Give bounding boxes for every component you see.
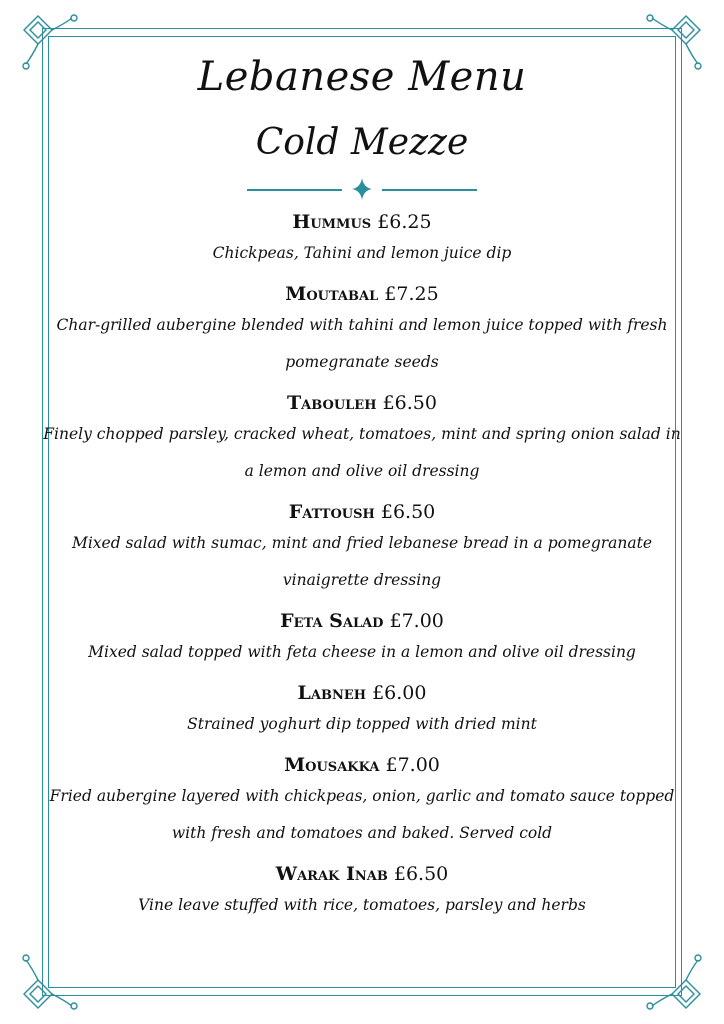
- menu-item: [0, 861, 724, 924]
- menu-item-description: Char-grilled aubergine blended with tahini and lemon juice topped with fresh pomegranate seeds: [56, 316, 668, 371]
- menu-item-description: Strained yoghurt dip topped with dried mint: [187, 715, 537, 733]
- menu-item-description: Chickpeas, Tahini and lemon juice dip: [212, 244, 512, 262]
- menu-item-heading: [0, 281, 724, 307]
- menu-item-name: Mousakka: [284, 754, 380, 776]
- menu-content: [0, 50, 724, 924]
- menu-item-price: £6.50: [382, 392, 437, 414]
- menu-item: [0, 752, 724, 852]
- menu-item: [0, 209, 724, 272]
- menu-item-heading: [0, 209, 724, 235]
- diamond-star-icon: [352, 178, 372, 200]
- menu-item-name: Warak Inab: [275, 863, 388, 885]
- menu-item-description: Finely chopped parsley, cracked wheat, tomatoes, mint and spring onion salad in a lemon and olive oil dressing: [43, 425, 681, 480]
- menu-item-name: Feta Salad: [280, 610, 384, 632]
- menu-item-heading: [0, 680, 724, 706]
- menu-item-description: Vine leave stuffed with rice, tomatoes, parsley and herbs: [138, 896, 586, 914]
- menu-item-price: £7.00: [389, 610, 444, 632]
- menu-item-name: Moutabal: [285, 283, 379, 305]
- menu-item-description: Mixed salad topped with feta cheese in a lemon and olive oil dressing: [88, 643, 636, 661]
- menu-title: Lebanese Menu: [197, 54, 527, 100]
- ornament-corner-icon: [642, 950, 706, 1014]
- menu-item-price: £6.50: [393, 863, 449, 885]
- menu-item-name: Hummus: [292, 211, 372, 233]
- menu-item-description: Fried aubergine layered with chickpeas, onion, garlic and tomato sauce topped with fresh and tomatoes and baked. Served cold: [49, 787, 675, 842]
- menu-item: [0, 499, 724, 599]
- menu-item-heading: [0, 752, 724, 778]
- menu-item-description: Mixed salad with sumac, mint and fried lebanese bread in a pomegranate vinaigrette dressing: [71, 534, 653, 589]
- menu-item-price: £6.25: [377, 211, 432, 233]
- menu-item: [0, 608, 724, 671]
- menu-item-price: £7.25: [384, 283, 439, 305]
- divider-line-right: [382, 189, 477, 191]
- menu-item-heading: [0, 390, 724, 416]
- ornament-corner-icon: [18, 950, 82, 1014]
- menu-item-name: Fattoush: [288, 501, 375, 523]
- divider-line-left: [247, 189, 342, 191]
- menu-item: [0, 281, 724, 381]
- menu-item: [0, 390, 724, 490]
- menu-item: [0, 680, 724, 743]
- menu-items: [0, 209, 724, 924]
- menu-item-heading: [0, 608, 724, 634]
- menu-item-name: Labneh: [297, 682, 367, 704]
- menu-item-price: £7.00: [385, 754, 440, 776]
- menu-item-price: £6.00: [372, 682, 427, 704]
- menu-item-name: Tabouleh: [287, 392, 377, 414]
- menu-subtitle: Cold Mezze: [255, 122, 469, 163]
- title-divider: [247, 178, 477, 200]
- menu-item-heading: [0, 861, 724, 887]
- menu-item-price: £6.50: [380, 501, 436, 523]
- menu-item-heading: [0, 499, 724, 525]
